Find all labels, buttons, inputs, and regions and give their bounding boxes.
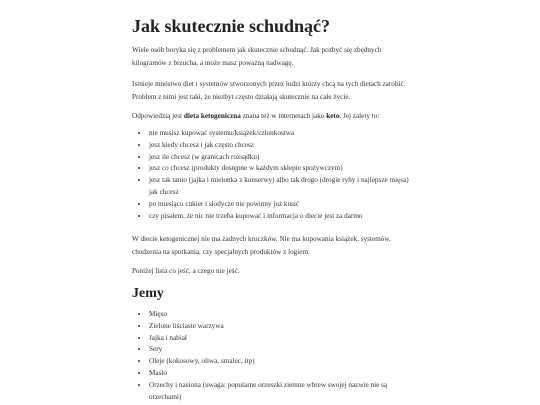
keto-text-post: . Jej zalety to: <box>339 112 380 120</box>
list-item: • Zielone liściaste warzywa <box>149 321 410 333</box>
list-item: • Sery <box>149 344 410 356</box>
intro-paragraph: Wiele osób boryka się z problemem jak skutecznie schudnąć. Jak pozbyć się zbędnych kilogramów z brzucha, a może masz poważną nadwagę. <box>132 46 382 67</box>
keto-text-pre: Odpowiedzią jest <box>132 112 184 120</box>
keto-short-term: keto <box>326 112 340 120</box>
list-item: • Masło <box>149 368 410 380</box>
keto-text-mid: znana też w internetach jako <box>240 112 327 120</box>
benefits-list <box>132 128 410 222</box>
list-item: • Mięso <box>149 309 410 321</box>
diets-paragraph: Istnieje mnóstwo diet i systemów stworzonych przez ludzi którzy chcą na tych dietach zarobić. Problem z nimi jest taki, że niezbyt często działają skutecznie na całe życie. <box>132 80 406 101</box>
eat-list <box>132 309 410 403</box>
list-item: • Jajka i nabiał <box>149 333 410 345</box>
list-item: • jesz kiedy chcesz i jak często chcesz <box>149 140 410 152</box>
list-item: • po miesiącu cukier i słodycze nie powinny już kusić <box>149 199 410 211</box>
list-item: • nie musisz kupować systemu/książek/członkostwa <box>149 128 410 140</box>
list-item: • jesz ile chcesz (w granicach rozsądku) <box>149 152 410 164</box>
list-intro-paragraph: Poniżej lista co jeść, a czego nie jeść. <box>132 267 240 275</box>
list-item: • jesz co chcesz (produkty dostępne w każdym sklepie spożywczym) <box>149 163 410 175</box>
list-item: • Orzechy i nasiona (uwaga: popularne orzeszki ziemne wbrew swojej nazwie nie są orzechami) <box>149 380 410 404</box>
list-item: • czy pisałem, że nic nie trzeba kupować i informacja o diecie jest za darmo <box>149 211 410 223</box>
keto-paragraph <box>132 110 410 123</box>
keto-bold-term: dieta ketogeniczna <box>183 112 241 120</box>
list-item: • jesz tak tanio (jajka i mielonka z konserwy) albo tak drogo (drogie ryby i najlepsze mięsa) jak chcesz <box>149 175 410 199</box>
section-heading-eat: Jemy <box>132 286 164 301</box>
list-item: • Oleje (kokosowy, oliwa, smalec, itp) <box>149 356 410 368</box>
no-tricks-paragraph: W diecie ketogenicznej nie ma żadnych kruczków. Nie ma kupowania książek, systemów, chodzenia na spotkania, czy specjalnych produktów z logiem. <box>132 235 391 256</box>
page-title: Jak skutecznie schudnąć? <box>132 16 331 36</box>
